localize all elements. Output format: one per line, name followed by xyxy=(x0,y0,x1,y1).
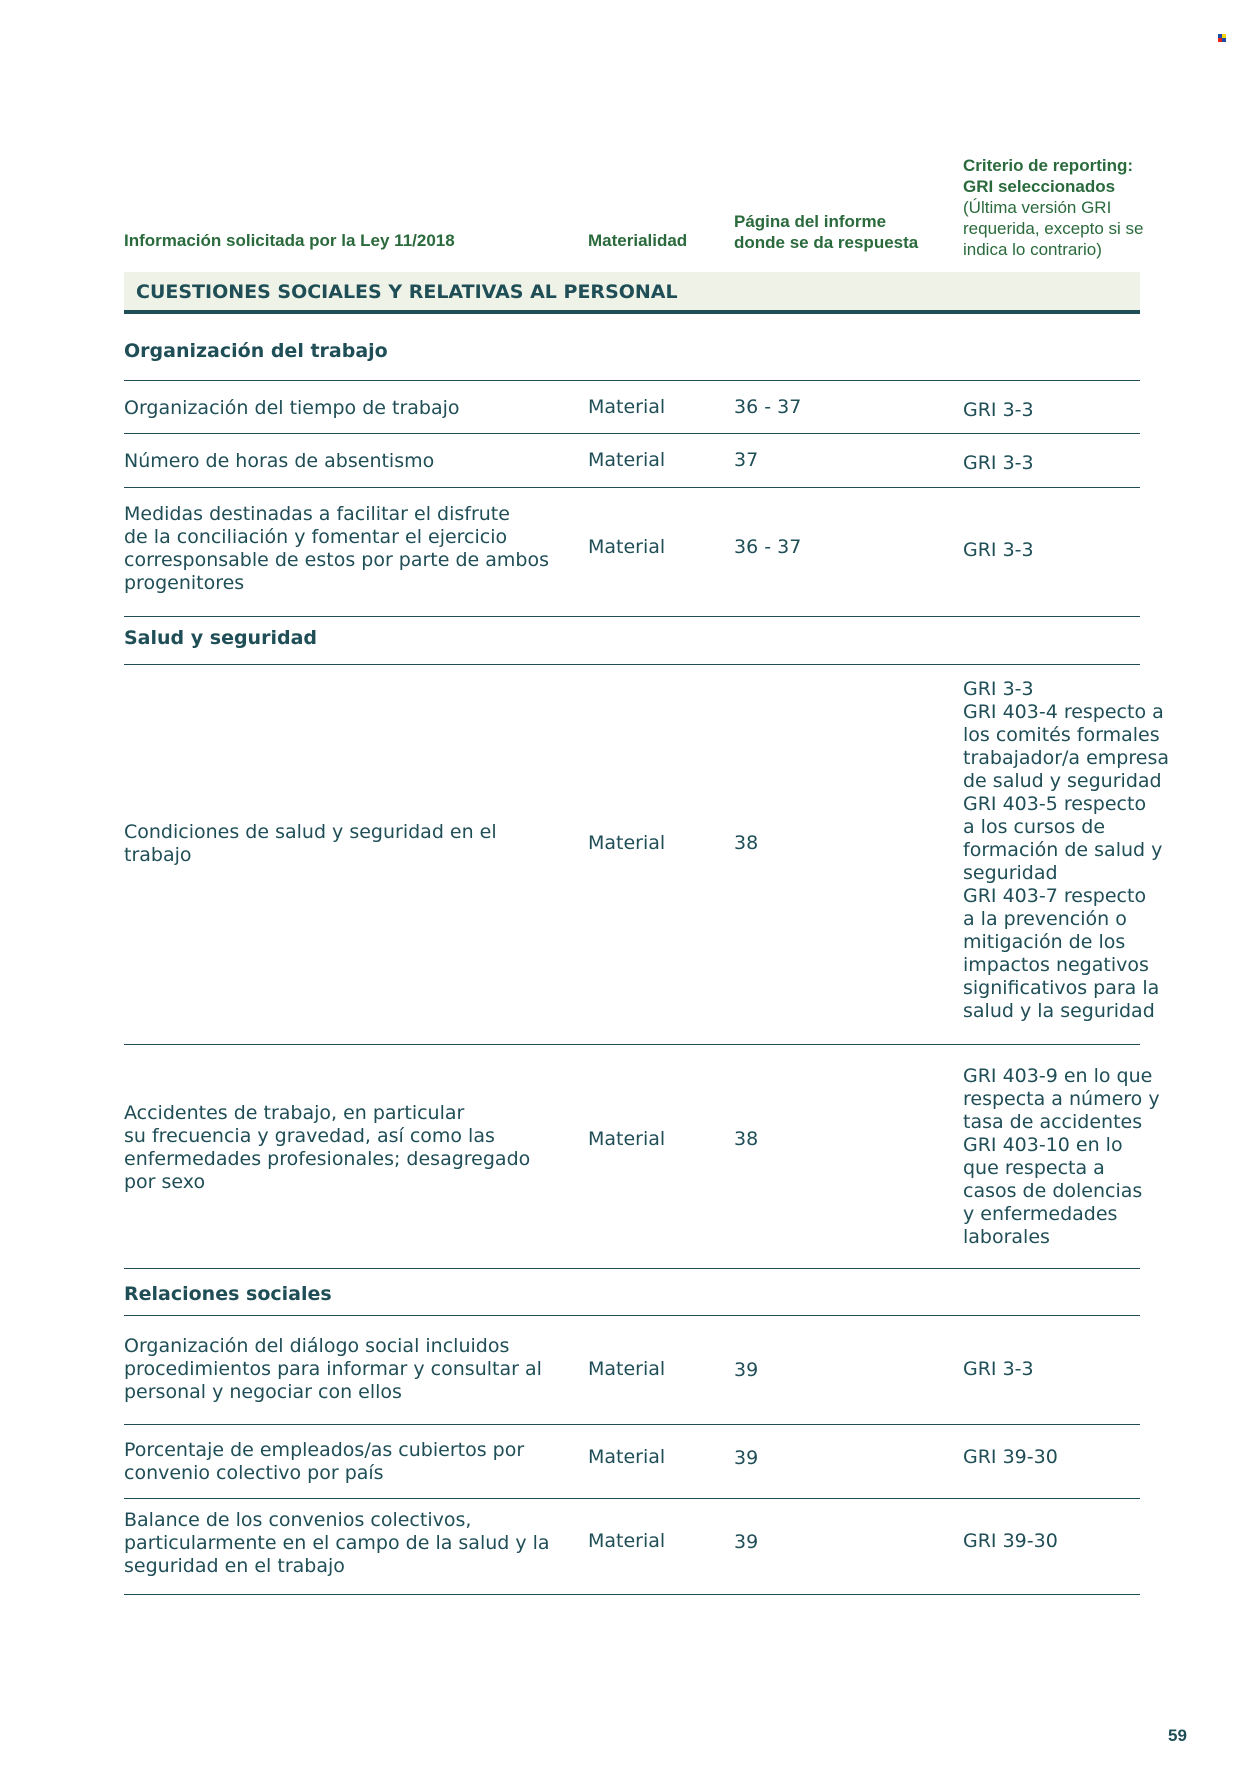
divider xyxy=(124,380,1140,381)
divider xyxy=(124,433,1140,434)
group-title: Relaciones sociales xyxy=(124,1283,332,1305)
section-title: CUESTIONES SOCIALES Y RELATIVAS AL PERSONAL xyxy=(136,281,678,303)
page-number: 59 xyxy=(1168,1726,1187,1745)
divider xyxy=(124,664,1140,665)
header-pagina: Página del informe donde se da respuesta xyxy=(734,212,919,252)
header-criterio: Criterio de reporting: GRI seleccionados (Última versión GRI requerida, excepto si se indica lo contrario) xyxy=(963,156,1144,259)
divider xyxy=(124,616,1140,617)
divider xyxy=(124,1498,1140,1499)
divider xyxy=(124,1315,1140,1316)
header-info-solicitada: Información solicitada por la Ley 11/2018 xyxy=(124,231,455,250)
divider xyxy=(124,487,1140,488)
header-materialidad: Materialidad xyxy=(588,231,688,250)
divider xyxy=(124,1594,1140,1595)
divider xyxy=(124,1268,1140,1269)
section-title-band xyxy=(124,272,1140,314)
brand-logo-icon xyxy=(1218,34,1230,46)
divider xyxy=(124,1044,1140,1045)
divider xyxy=(124,1424,1140,1425)
group-title: Salud y seguridad xyxy=(124,627,317,649)
group-title: Organización del trabajo xyxy=(124,340,388,362)
